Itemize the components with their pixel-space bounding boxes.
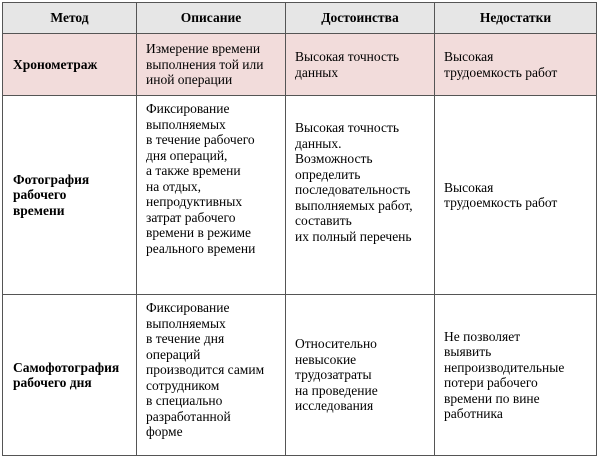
cell-line: Возможность <box>295 151 373 166</box>
disadvantages-cell <box>435 96 597 295</box>
cell-line: операций <box>146 346 201 362</box>
cell-line: времени в режиме <box>146 225 252 240</box>
cell-line: выполняемых <box>146 315 226 331</box>
cell-line: трудозатраты <box>295 367 372 383</box>
cell-line: Высокая <box>444 49 494 64</box>
cell-line: определить <box>295 166 361 182</box>
table-row <box>3 34 597 96</box>
cell-line: их полный перечень <box>295 228 412 244</box>
cell-line: в течение рабочего <box>146 132 255 147</box>
cell-line: Не позволяет <box>444 328 521 344</box>
cell-line: Фиксирование <box>146 300 230 315</box>
cell-line: разработанной <box>146 408 231 424</box>
description-cell <box>137 295 286 456</box>
cell-line: на проведение <box>295 382 378 398</box>
cell-line: в течение дня <box>146 331 225 346</box>
cell-line: Фиксирование <box>146 101 230 116</box>
advantages-cell <box>286 295 435 456</box>
cell-line: трудоемкость работ <box>444 64 558 80</box>
cell-line: производится самим <box>146 362 265 377</box>
cell-line: выполняемых <box>146 116 226 132</box>
cell-line: форме <box>146 424 183 439</box>
methods-table <box>2 2 597 456</box>
cell-line: затрат рабочего <box>146 209 236 225</box>
cell-line: составить <box>295 213 352 228</box>
cell-line: а также времени <box>146 163 241 178</box>
cell-line: сотрудником <box>146 377 220 393</box>
cell-line: выявить <box>444 344 492 359</box>
description-cell <box>137 96 286 295</box>
cell-line: времени по вине <box>444 390 540 406</box>
cell-line: реального времени <box>146 240 256 256</box>
cell-line: Измерение времени <box>146 41 261 57</box>
header-row <box>3 3 597 34</box>
cell-line: на отдых, <box>146 178 201 194</box>
cell-line: данных <box>295 64 339 80</box>
advantages-cell <box>286 34 435 96</box>
method-cell <box>3 34 137 96</box>
cell-line: трудоемкость работ <box>444 195 558 210</box>
cell-line: иной операции <box>146 72 233 88</box>
cell-line: непроизводительные <box>444 359 565 375</box>
cell-line: Высокая <box>444 179 494 195</box>
cell-line: выполняемых работ, <box>295 197 413 213</box>
method-cell <box>3 96 137 295</box>
header-advantages: Достоинства <box>286 3 435 34</box>
cell-line: рабочего <box>13 187 67 203</box>
cell-line: дня операций, <box>146 147 228 163</box>
cell-line: времени <box>13 202 65 218</box>
cell-line: выполнения той или <box>146 56 264 72</box>
header-method: Метод <box>3 3 137 34</box>
table-row <box>3 96 597 295</box>
cell-line: в специально <box>146 393 223 408</box>
cell-line: Фотография <box>13 171 90 187</box>
cell-line: данных. <box>295 135 342 151</box>
cell-line: рабочего дня <box>13 375 92 390</box>
advantages-cell <box>286 96 435 295</box>
cell-line: невысокие <box>295 351 357 367</box>
cell-line: непродуктивных <box>146 194 243 209</box>
method-cell <box>3 295 137 456</box>
cell-line: потери рабочего <box>444 375 538 390</box>
cell-line: Высокая точность <box>295 49 400 64</box>
table-row <box>3 295 597 456</box>
description-cell <box>137 34 286 96</box>
cell-line: последовательность <box>295 182 411 197</box>
disadvantages-cell <box>435 34 597 96</box>
header-description: Описание <box>137 3 286 34</box>
cell-line: исследования <box>295 398 374 414</box>
cell-line: Хронометраж <box>13 56 98 72</box>
header-disadvantages: Недостатки <box>435 3 597 34</box>
cell-line: Высокая точность <box>295 120 400 135</box>
cell-line: работника <box>444 406 503 421</box>
cell-line: Относительно <box>295 336 377 352</box>
cell-line: Самофотография <box>13 359 120 375</box>
disadvantages-cell <box>435 295 597 456</box>
